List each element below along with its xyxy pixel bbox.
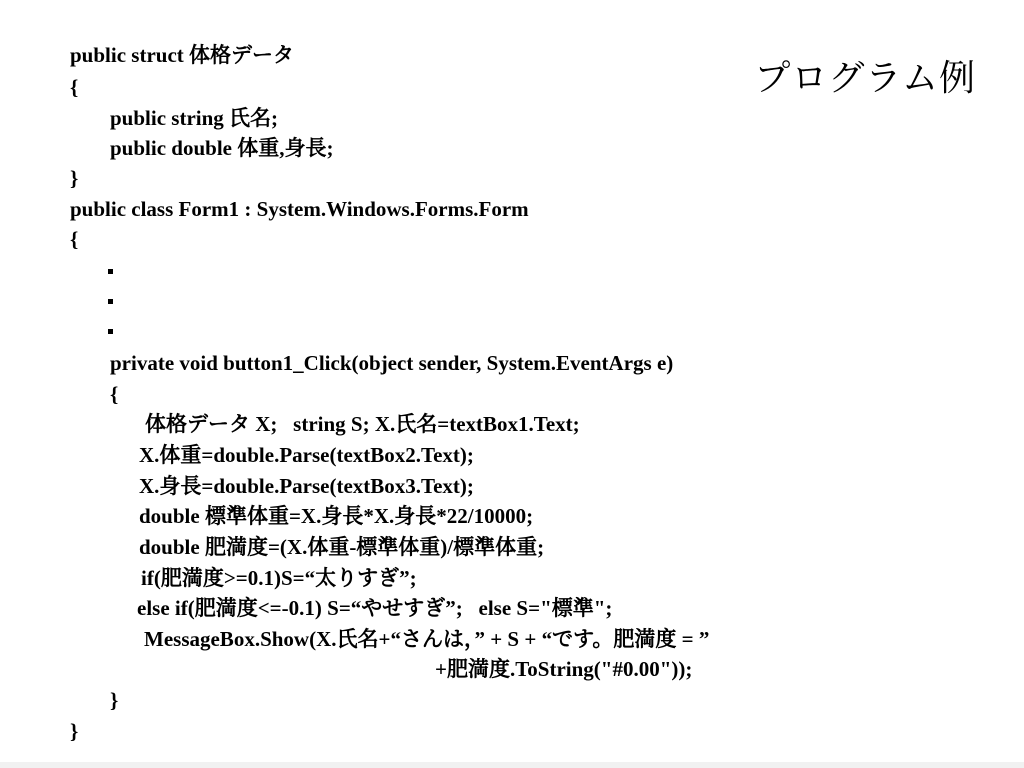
ellipsis-dot: [108, 269, 113, 274]
code-line: +肥満度.ToString("#0.00"));: [435, 657, 693, 681]
code-line: double 標準体重=X.身長*X.身長*22/10000;: [139, 504, 534, 528]
code-line: {: [70, 227, 79, 251]
code-line: public string 氏名;: [110, 106, 279, 130]
footer-band: [0, 762, 1024, 768]
code-line: public class Form1 : System.Windows.Forms.Form: [70, 197, 529, 221]
code-line: X.身長=double.Parse(textBox3.Text);: [139, 474, 474, 498]
code-line: }: [70, 719, 79, 743]
code-line: else if(肥満度<=-0.1) S=“やせすぎ”; else S="標準";: [137, 596, 613, 620]
code-line: {: [110, 382, 119, 406]
code-line: public struct 体格データ: [70, 43, 295, 67]
ellipsis-dot: [108, 329, 113, 334]
code-line: }: [110, 688, 119, 712]
code-line: public double 体重,身長;: [110, 136, 334, 160]
code-line: {: [70, 75, 79, 99]
code-line: private void button1_Click(object sender, System.EventArgs e): [110, 351, 674, 375]
code-line: }: [70, 166, 79, 190]
ellipsis-dot: [108, 299, 113, 304]
code-line: double 肥満度=(X.体重-標準体重)/標準体重;: [139, 535, 545, 559]
code-line: MessageBox.Show(X.氏名+“さんは，” + S + “です。肥満度 = ”: [144, 627, 710, 651]
code-line: if(肥満度>=0.1)S=“太りすぎ”;: [141, 566, 417, 590]
slide-title: プログラム例: [754, 58, 976, 99]
code-line: X.体重=double.Parse(textBox2.Text);: [139, 443, 474, 467]
code-line: 体格データ X; string S; X.氏名=textBox1.Text;: [145, 412, 580, 436]
